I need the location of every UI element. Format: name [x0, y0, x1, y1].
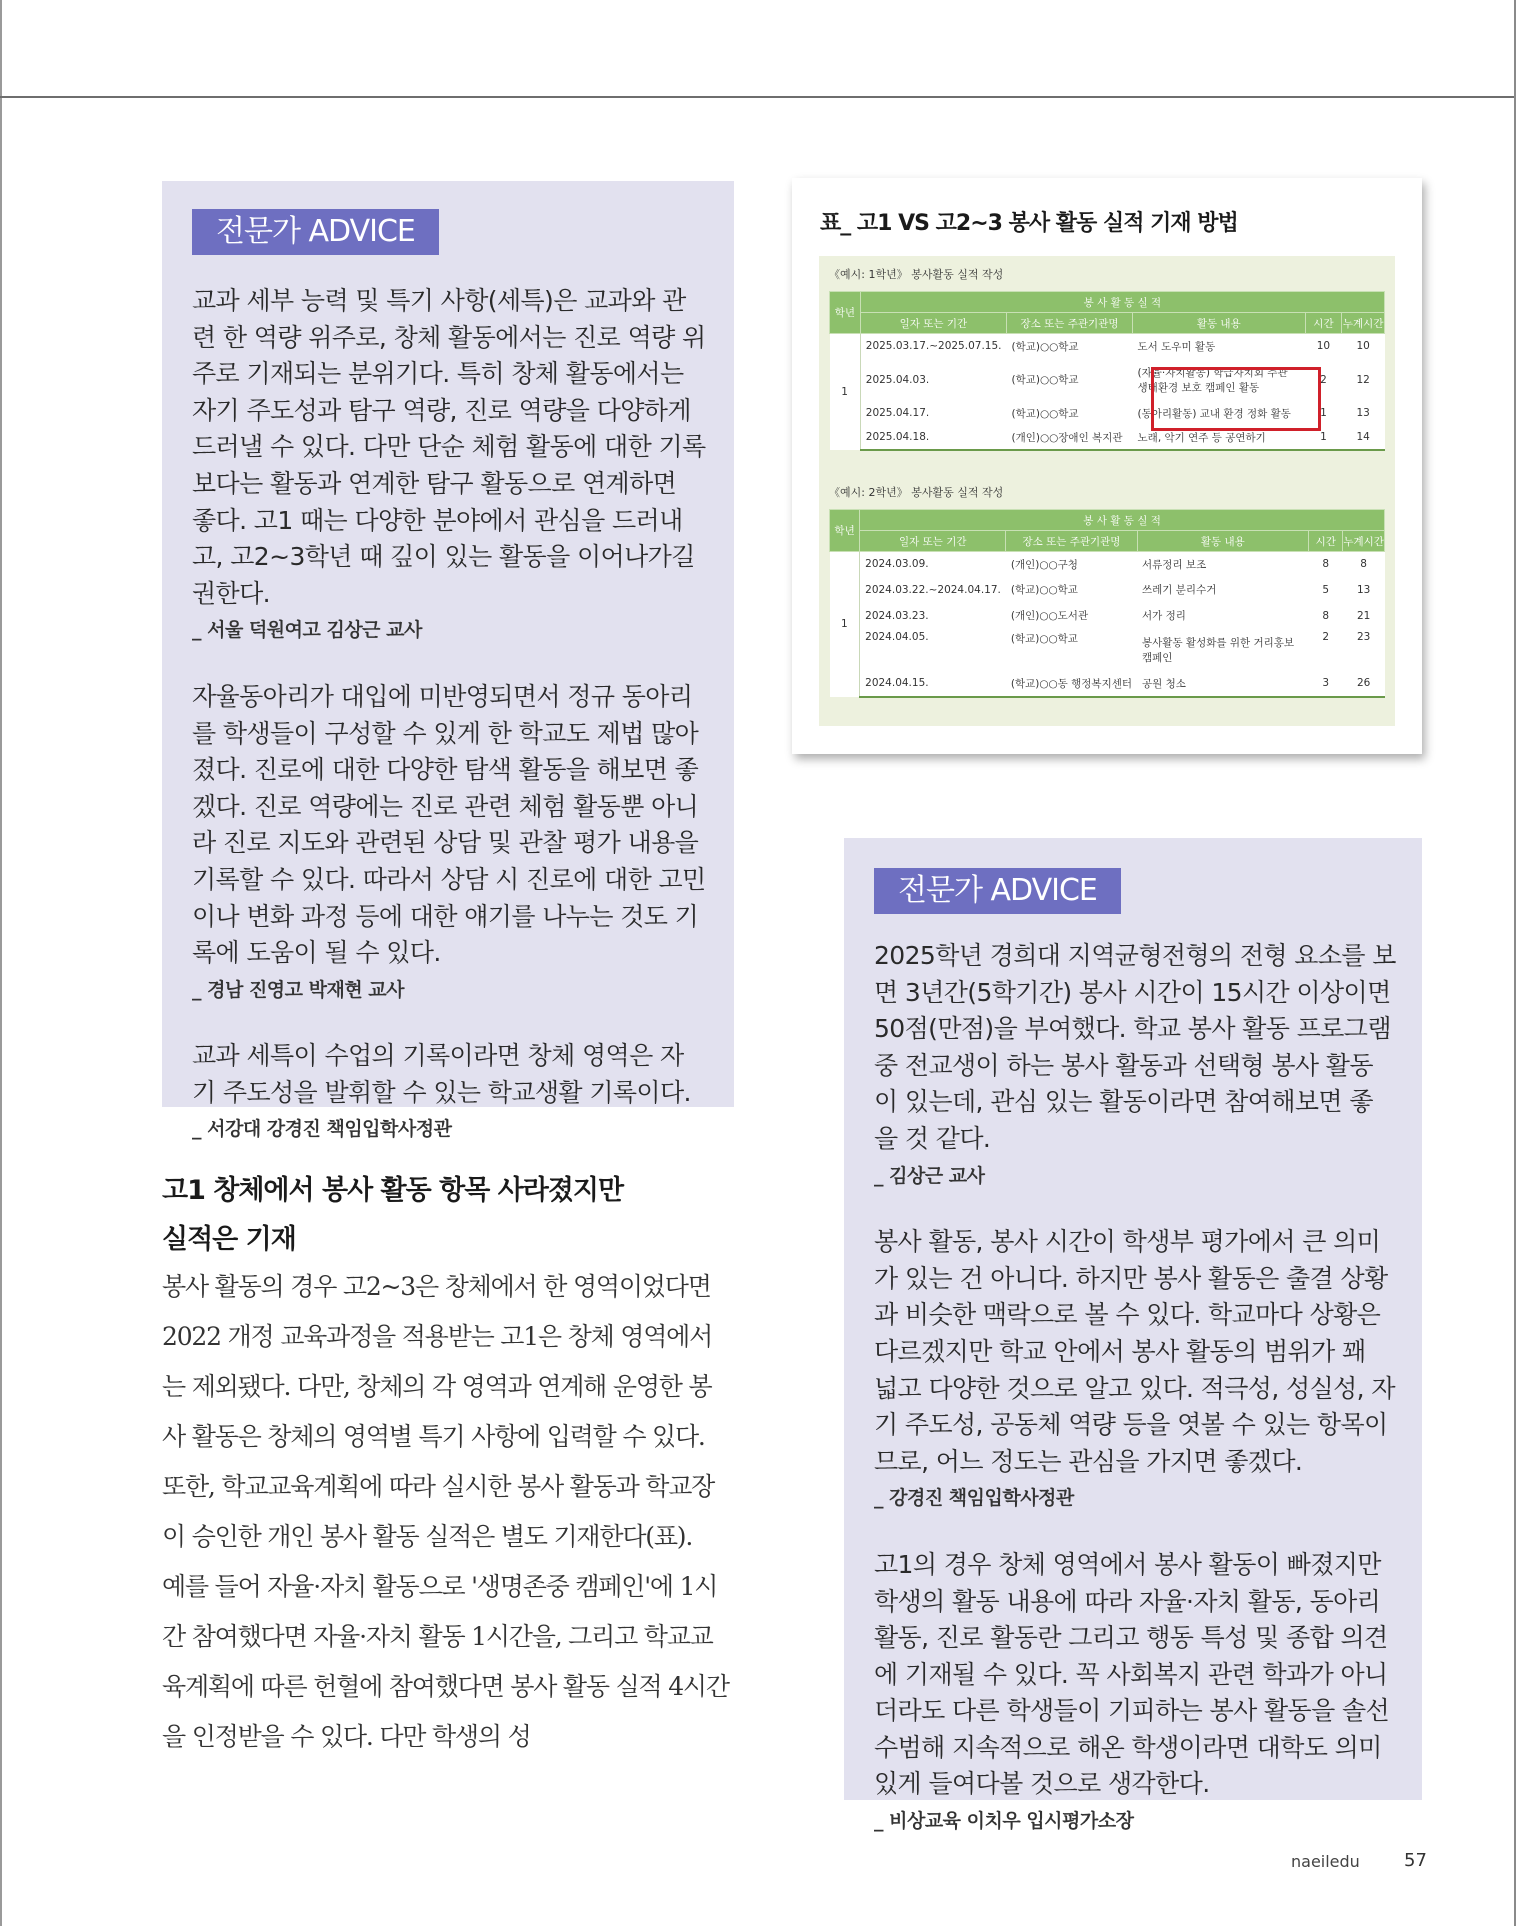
content-cell: 쓰레기 분리수거 [1137, 577, 1309, 603]
place-cell: (학교)○○학교 [1006, 629, 1137, 671]
article-body [162, 1262, 734, 1762]
header-cumulative: 누계시간 [1342, 313, 1385, 334]
hours-cell: 3 [1309, 671, 1343, 697]
advice-source: _ 경남 진영고 박재현 교사 [192, 978, 404, 1001]
advice-text: 교과 세특이 수업의 기록이라면 창체 영역은 자기 주도성을 발휘할 수 있는 학교생활 기록이다. [192, 1041, 691, 1107]
content-cell: (동아리활동) 교내 환경 정화 활동 [1133, 401, 1306, 426]
period-cell: 2024.04.15. [860, 671, 1006, 697]
advice-source: _ 김상근 교사 [874, 1164, 985, 1187]
article-paragraph: 예를 들어 자율·자치 활동으로 '생명존중 캠페인'에 1시간 참여했다면 자율·자치 활동 1시간을, 그리고 학교교육계획에 따른 헌혈에 참여했다면 봉사 활동 실적 4시간을 인정받을 수 있다. 다만 학생의 성 [162, 1572, 729, 1751]
content-line: 생태환경 보호 캠페인 활동 [1137, 381, 1260, 394]
cumulative-cell: 23 [1343, 629, 1385, 671]
place-cell: (학교)○○학교 [1006, 577, 1137, 603]
header-cumulative: 누계시간 [1343, 531, 1385, 552]
expert-advice-box-1 [162, 181, 734, 1141]
period-cell: 2024.03.23. [860, 603, 1006, 629]
cumulative-cell: 12 [1342, 359, 1385, 401]
content-cell: 서류정리 보조 [1137, 552, 1309, 577]
headline-line-1: 고1 창체에서 봉사 활동 항목 사라졌지만 [162, 1175, 624, 1206]
hours-cell: 2 [1305, 359, 1342, 401]
advice-text: 봉사 활동, 봉사 시간이 학생부 평가에서 큰 의미가 있는 건 아니다. 하지만 봉사 활동은 출결 상황과 비슷한 맥락으로 볼 수 있다. 학교마다 상황은 다르겠지만 학교 안에서 봉사 활동의 범위가 꽤 넓고 다양한 것으로 알고 있다. 적극성, 성실성, 자기 주도성, 공동체 역량 등을 엿볼 수 있는 항목이므로, 어느 정도는 관심을 가지면 좋겠다. [874, 1227, 1395, 1476]
table-row [830, 603, 1385, 629]
hours-cell: 1 [1305, 426, 1342, 450]
cumulative-cell: 14 [1342, 426, 1385, 450]
advice-source: _ 비상교육 이치우 입시평가소장 [874, 1810, 1134, 1833]
advice-text: 교과 세부 능력 및 특기 사항(세특)은 교과와 관련 한 역량 위주로, 창체 활동에서는 진로 역량 위주로 기재되는 분위기다. 특히 창체 활동에서는 자기 주도성과 탐구 역량, 진로 역량을 다양하게 드러낼 수 있다. 다만 단순 체험 활동에 대한 기록보다는 활동과 연계한 탐구 활동으로 연계하면 좋다. 고1 때는 다양한 분야에서 관심을 드러내고, 고2~3학년 때 깊이 있는 활동을 이어나가길 권한다. [192, 286, 706, 608]
content-cell: 도서 도우미 활동 [1133, 334, 1306, 359]
content-line: 봉사활동 활성화를 위한 거리홍보 [1142, 636, 1295, 649]
table-row [830, 552, 1385, 577]
advice-source: _ 서울 덕원여고 김상근 교사 [192, 619, 422, 642]
grade-cell: 1 [830, 334, 861, 450]
period-cell: 2025.04.03. [860, 359, 1006, 401]
table-figure [792, 178, 1422, 754]
content-cell: 서가 정리 [1137, 603, 1309, 629]
cumulative-cell: 10 [1342, 334, 1385, 359]
cumulative-cell: 13 [1343, 577, 1385, 603]
advice-quote [192, 679, 706, 1008]
section-headline [162, 1166, 734, 1264]
table-panel [819, 256, 1395, 726]
header-grade: 학년 [830, 510, 860, 552]
hours-cell: 10 [1305, 334, 1342, 359]
advice-text: 자율동아리가 대입에 미반영되면서 정규 동아리를 학생들이 구성할 수 있게 한 학교도 제법 많아졌다. 진로에 대한 다양한 탐색 활동을 해보면 좋겠다. 진로 역량에는 진로 관련 체험 활동뿐 아니라 진로 지도와 관련된 상담 및 관찰 평가 내용을 기록할 수 있다. 따라서 상담 시 진로에 대한 고민이나 변화 과정 등에 대한 얘기를 나누는 것도 기록에 도움이 될 수 있다. [192, 681, 706, 968]
header-place: 장소 또는 주관기관명 [1006, 313, 1132, 334]
advice-tag: 전문가 ADVICE [874, 868, 1121, 914]
example-label: 《예시: 1학년》 봉사활동 실적 작성 [829, 268, 1004, 281]
hours-cell: 5 [1309, 577, 1343, 603]
table-title: 표_ 고1 VS 고2~3 봉사 활동 실적 기재 방법 [820, 211, 1238, 236]
period-cell: 2025.04.18. [860, 426, 1006, 450]
page-number: 57 [1404, 1850, 1427, 1871]
cumulative-cell: 21 [1343, 603, 1385, 629]
header-group: 봉 사 활 동 실 적 [860, 292, 1384, 313]
header-period: 일자 또는 기간 [860, 531, 1006, 552]
header-group: 봉 사 활 동 실 적 [860, 510, 1385, 531]
page-right-edge [1514, 0, 1516, 1926]
expert-advice-box-2 [844, 838, 1422, 1833]
advice-quote [874, 938, 1396, 1194]
cumulative-cell: 8 [1343, 552, 1385, 577]
page-left-edge [0, 0, 2, 1926]
place-cell: (학교)○○학교 [1006, 401, 1132, 426]
header-hours: 시간 [1309, 531, 1343, 552]
advice-body [192, 283, 706, 1178]
place-cell: (개인)○○장애인 복지관 [1006, 426, 1132, 450]
service-table-grade2 [829, 509, 1385, 698]
content-cell [1137, 629, 1309, 671]
advice-quote [192, 283, 706, 649]
table-row [830, 334, 1385, 359]
content-cell: 노래, 악기 연주 등 공연하기 [1133, 426, 1306, 450]
footer-brand: naeiledu [1291, 1852, 1360, 1871]
header-hours: 시간 [1305, 313, 1342, 334]
hours-cell: 8 [1309, 552, 1343, 577]
advice-quote [874, 1547, 1396, 1840]
period-cell: 2025.03.17.~2025.07.15. [860, 334, 1006, 359]
table-row [830, 629, 1385, 671]
headline-line-2: 실적은 기재 [162, 1224, 296, 1255]
table-row [830, 671, 1385, 697]
place-cell: (개인)○○구청 [1006, 552, 1137, 577]
header-content: 활동 내용 [1137, 531, 1309, 552]
advice-text: 2025학년 경희대 지역균형전형의 전형 요소를 보면 3년간(5학기간) 봉사 시간이 15시간 이상이면 50점(만점)을 부여했다. 학교 봉사 활동 프로그램 중 전교생이 하는 봉사 활동과 선택형 봉사 활동이 있는데, 관심 있는 활동이라면 참여해보면 좋을 것 같다. [874, 941, 1396, 1153]
place-cell: (학교)○○학교 [1006, 359, 1132, 401]
highlight-box [1151, 367, 1321, 431]
advice-text: 고1의 경우 창체 영역에서 봉사 활동이 빠졌지만 학생의 활동 내용에 따라 자율·자치 활동, 동아리 활동, 진로 활동란 그리고 행동 특성 및 종합 의견에 기재될 수 있다. 꼭 사회복지 관련 학과가 아니더라도 다른 학생들이 기피하는 봉사 활동을 솔선수범해 지속적으로 해온 학생이라면 대학도 의미 있게 들여다볼 것으로 생각한다. [874, 1549, 1390, 1799]
period-cell: 2024.03.22.~2024.04.17. [860, 577, 1006, 603]
place-cell: (학교)○○동 행정복지센터 [1006, 671, 1137, 697]
cumulative-cell: 13 [1342, 401, 1385, 426]
hours-cell: 8 [1309, 603, 1343, 629]
content-line: (자율·자치활동) 학급자치회 주관 [1137, 366, 1288, 379]
hours-cell: 2 [1309, 629, 1343, 671]
period-cell: 2025.04.17. [860, 401, 1006, 426]
top-rule [0, 96, 1516, 98]
cumulative-cell: 26 [1343, 671, 1385, 697]
article-paragraph: 봉사 활동의 경우 고2~3은 창체에서 한 영역이었다면 2022 개정 교육과정을 적용받는 고1은 창체 영역에서는 제외됐다. 다만, 창체의 각 영역과 연계해 운영한 봉사 활동은 창체의 영역별 특기 사항에 입력할 수 있다. 또한, 학교교육계획에 따라 실시한 봉사 활동과 학교장이 승인한 개인 봉사 활동 실적은 별도 기재한다(표). [162, 1272, 715, 1551]
content-line: 캠페인 [1142, 651, 1173, 664]
place-cell: (학교)○○학교 [1006, 334, 1132, 359]
place-cell: (개인)○○도서관 [1006, 603, 1137, 629]
header-grade: 학년 [830, 292, 861, 334]
header-content: 활동 내용 [1133, 313, 1306, 334]
advice-source: _ 서강대 강경진 책임입학사정관 [192, 1118, 452, 1141]
advice-source: _ 강경진 책임입학사정관 [874, 1487, 1074, 1510]
advice-quote [874, 1224, 1396, 1517]
hours-cell: 1 [1305, 401, 1342, 426]
advice-quote [192, 1038, 706, 1148]
period-cell: 2024.03.09. [860, 552, 1006, 577]
grade-cell: 1 [830, 552, 860, 697]
example-label: 《예시: 2학년》 봉사활동 실적 작성 [829, 486, 1004, 499]
advice-body [874, 938, 1396, 1870]
table-row [830, 577, 1385, 603]
content-cell: 공원 청소 [1137, 671, 1309, 697]
period-cell: 2024.04.05. [860, 629, 1006, 671]
header-period: 일자 또는 기간 [860, 313, 1006, 334]
header-place: 장소 또는 주관기관명 [1006, 531, 1137, 552]
advice-tag: 전문가 ADVICE [192, 209, 439, 255]
